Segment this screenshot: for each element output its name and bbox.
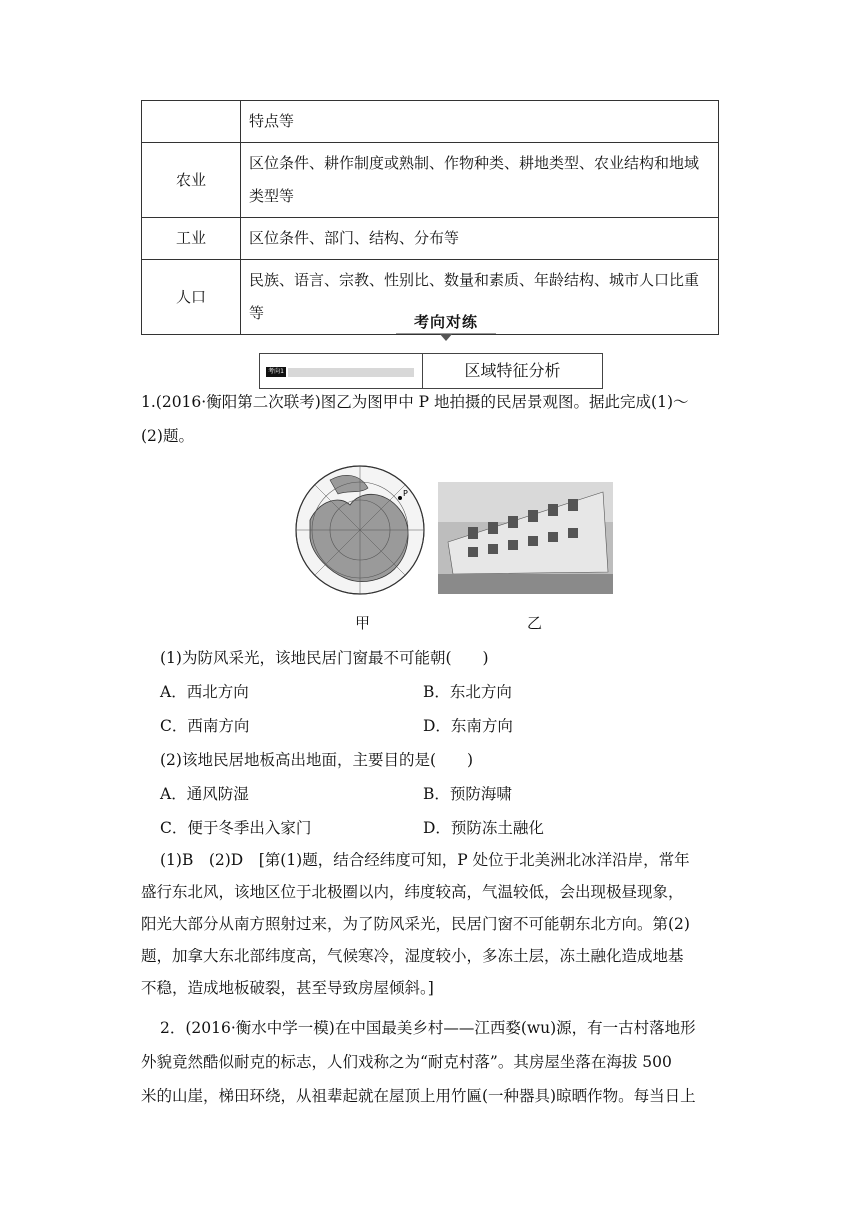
topic-label-area <box>260 354 423 388</box>
option-d: D．预防冻土融化 <box>423 819 544 837</box>
answer-line: (1)B (2)D [第(1)题，结合经纬度可知，P 处位于北美洲北冰洋沿岸，常年 <box>160 851 690 869</box>
answer-line: 阳光大部分从南方照射过来，为了防风采光，民居门窗不可能朝东北方向。第(2) <box>141 915 690 933</box>
table-row <box>142 101 719 143</box>
option-a: A．通风防湿 <box>160 785 249 803</box>
table-row <box>142 143 719 218</box>
question-text-line: 外貌竟然酷似耐克的标志，人们戏称之为“耐克村落”。其房屋坐落在海拔 500 <box>141 1053 672 1071</box>
question-text-line: 米的山崖，梯田环绕，从祖辈起就在屋顶上用竹匾(一种器具)晾晒作物。每当日上 <box>141 1087 696 1105</box>
polar-map-figure <box>290 460 430 600</box>
answer-line: 不稳，造成地板破裂，甚至导致房屋倾斜。] <box>141 979 434 997</box>
option-c: C．西南方向 <box>160 717 250 735</box>
question-intro-line: 1.(2016·衡阳第二次联考)图乙为图甲中 P 地拍摄的民居景观图。据此完成(1)～ <box>141 393 689 411</box>
section-header <box>396 311 496 343</box>
sub-question-stem: (1)为防风采光，该地民居门窗最不可能朝( ) <box>160 649 489 667</box>
table-category-cell: 农业 <box>142 143 241 218</box>
question-text-line: 2．(2016·衡水中学一模)在中国最美乡村——江西婺(wu)源，有一古村落地形 <box>160 1019 696 1037</box>
table-row <box>142 218 719 260</box>
geography-elements-table <box>141 100 719 335</box>
question-intro-line: (2)题。 <box>141 427 194 445</box>
house-photo <box>438 482 613 594</box>
option-c: C．便于冬季出入家门 <box>160 819 312 837</box>
figure-caption-right: 乙 <box>527 614 543 632</box>
option-b: B．预防海啸 <box>423 785 512 803</box>
table-category-cell: 人口 <box>142 260 241 335</box>
topic-title: 区域特征分析 <box>464 361 561 380</box>
triangle-down-icon <box>439 333 453 341</box>
table-category-cell <box>142 101 241 143</box>
map-point-label: P <box>403 489 408 498</box>
option-a: A．西北方向 <box>160 683 249 701</box>
figure-caption-left: 甲 <box>355 614 371 632</box>
table-content-cell: 民族、语言、宗教、性别比、数量和素质、年龄结构、城市人口比重等 <box>241 260 719 335</box>
option-b: B．东北方向 <box>423 683 512 701</box>
section-divider <box>396 333 496 334</box>
topic-bar <box>288 368 414 377</box>
table-content-cell: 区位条件、耕作制度或熟制、作物种类、耕地类型、农业结构和地域类型等 <box>241 143 719 218</box>
answer-line: 盛行东北风，该地区位于北极圈以内，纬度较高，气温较低，会出现极昼现象， <box>141 883 684 901</box>
table-category-cell: 工业 <box>142 218 241 260</box>
table-content-cell: 特点等 <box>241 101 719 143</box>
answer-line: 题，加拿大东北部纬度高，气候寒冷，湿度较小，多冻土层，冻土融化造成地基 <box>141 947 684 965</box>
option-d: D．东南方向 <box>423 717 513 735</box>
sub-question-stem: (2)该地民居地板高出地面，主要目的是( ) <box>160 751 474 769</box>
topic-tag: 考向1 <box>266 367 286 377</box>
section-title: 考向对练 <box>413 313 478 331</box>
table-content-cell: 区位条件、部门、结构、分布等 <box>241 218 719 260</box>
topic-box <box>259 353 603 389</box>
